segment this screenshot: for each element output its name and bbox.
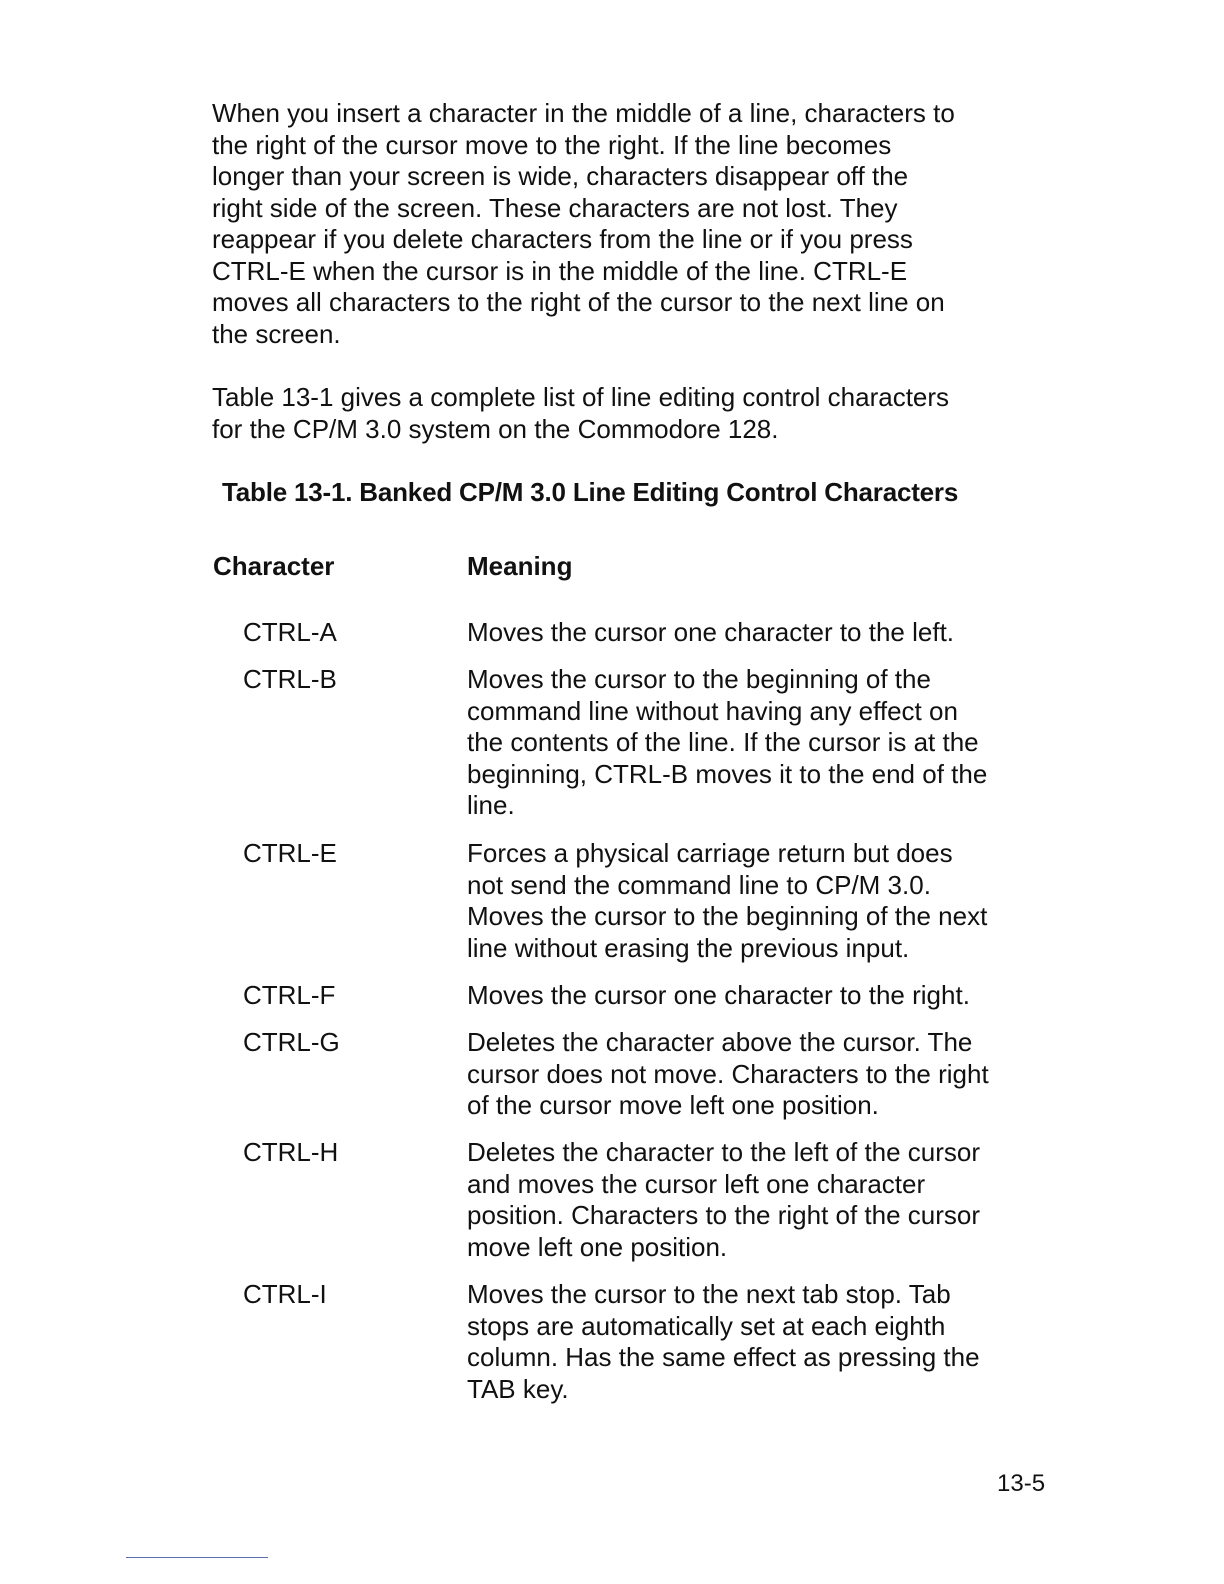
row-character: CTRL-E: [243, 838, 337, 868]
row-meaning: Moves the cursor to the beginning of the command line without having any effect on the contents of the line. If the cursor is at the beginning, CTRL-B moves it to the end of the line.: [467, 664, 988, 820]
row-meaning: Moves the cursor to the next tab stop. Tab stops are automatically set at each eighth column. Has the same effect as pressing the TAB key.: [467, 1279, 980, 1404]
column-header-meaning: Meaning: [467, 551, 573, 581]
table-reference-paragraph: Table 13-1 gives a complete list of line editing control characters for the CP/M 3.0 system on the Commodore 128.: [212, 382, 950, 444]
row-character: CTRL-A: [243, 617, 337, 647]
row-character: CTRL-I: [243, 1279, 327, 1309]
row-meaning: Deletes the character above the cursor. The cursor does not move. Characters to the right of the cursor move left one position.: [467, 1027, 989, 1120]
row-character: CTRL-F: [243, 980, 336, 1010]
row-character: CTRL-B: [243, 664, 337, 694]
row-meaning: Deletes the character to the left of the cursor and moves the cursor left one character position. Characters to the right of the cursor move left one position.: [467, 1137, 981, 1262]
bottom-divider: [126, 1557, 268, 1558]
column-header-character: Character: [213, 551, 335, 581]
intro-paragraph: When you insert a character in the middle of a line, characters to the right of the cursor move to the right. If the line becomes longer than your screen is wide, characters disappear off the right side of the screen. These characters are not lost. They reappear if you delete characters from the line or if you press CTRL-E when the cursor is in the middle of the line. CTRL-E moves all characters to the right of the cursor to the next line on the screen.: [212, 98, 955, 349]
row-character: CTRL-G: [243, 1027, 340, 1057]
row-character: CTRL-H: [243, 1137, 339, 1167]
row-meaning: Moves the cursor one character to the left.: [467, 617, 955, 647]
row-meaning: Forces a physical carriage return but does not send the command line to CP/M 3.0. Moves the cursor to the beginning of the next line without erasing the previous input.: [467, 838, 988, 963]
row-meaning: Moves the cursor one character to the right.: [467, 980, 970, 1010]
table-title: Table 13-1. Banked CP/M 3.0 Line Editing Control Characters: [222, 477, 959, 507]
page-number: 13-5: [997, 1470, 1046, 1497]
